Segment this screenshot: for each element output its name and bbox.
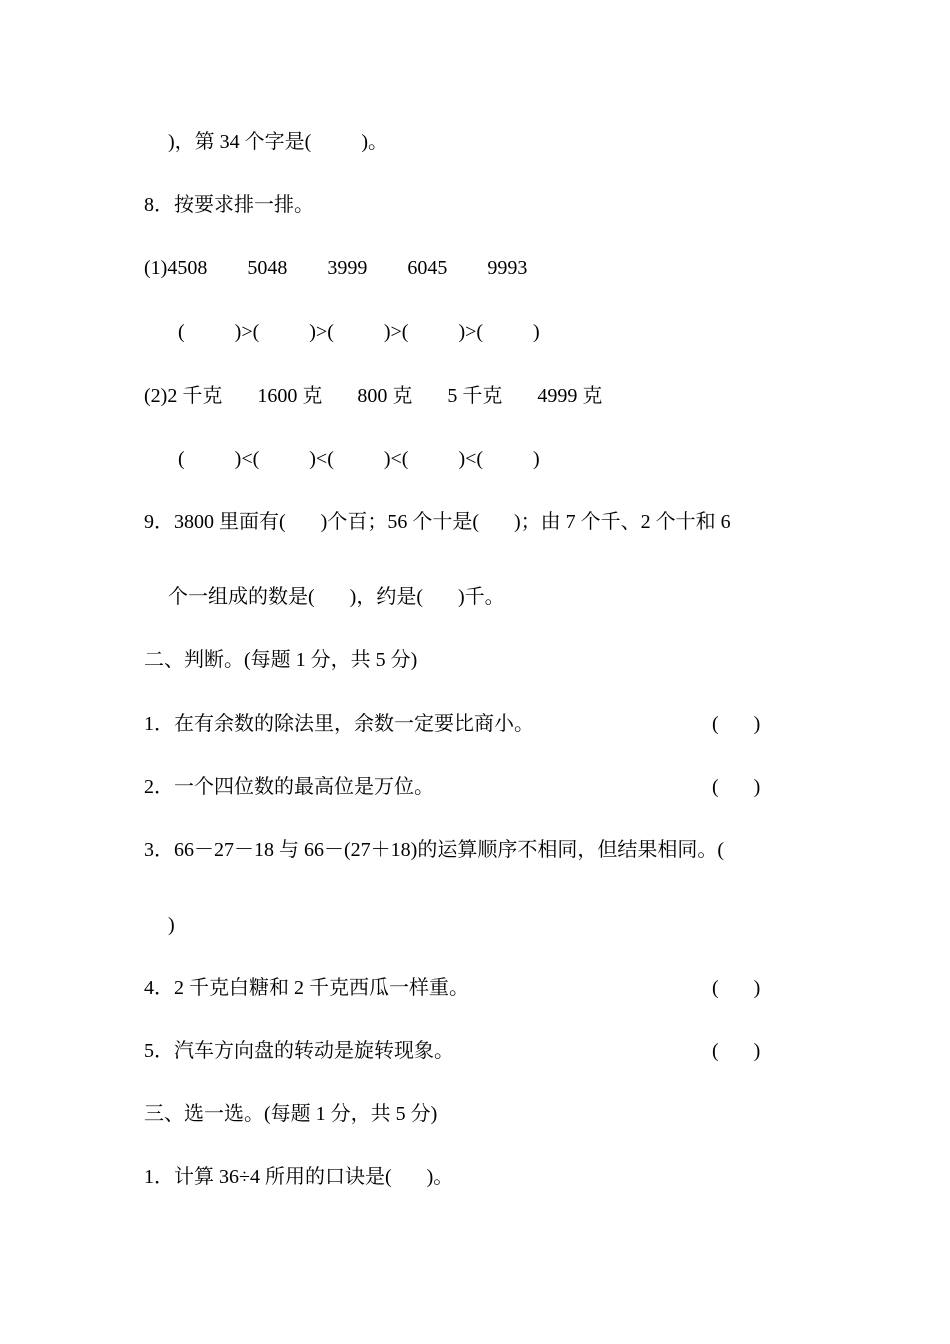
line-q7-continuation: )，第 34 个字是( )。 [168,131,388,153]
judge-question-5: 5．汽车方向盘的转动是旋转现象。 [144,1040,454,1062]
judge-question-1: 1．在有余数的除法里，余数一定要比商小。 [144,713,534,735]
question-8-part2-weights: (2)2 千克 1600 克 800 克 5 千克 4999 克 [144,385,603,407]
question-8-part1-numbers: (1)4508 5048 3999 6045 9993 [144,257,528,279]
question-9-line2: 个一组成的数是( )，约是( )千。 [168,586,505,608]
section-3-heading: 三、选一选。(每题 1 分，共 5 分) [144,1103,438,1125]
section-2-heading: 二、判断。(每题 1 分，共 5 分) [144,649,418,671]
judge-answer-1: ( ) [712,713,761,735]
judge-question-3-close: ) [168,914,175,936]
judge-question-4: 4．2 千克白糖和 2 千克西瓜一样重。 [144,977,469,999]
question-8-part1-blanks: ( )>( )>( )>( )>( ) [178,321,540,343]
judge-answer-2: ( ) [712,776,761,798]
judge-answer-4: ( ) [712,977,761,999]
question-8-part2-blanks: ( )<( )<( )<( )<( ) [178,448,540,470]
judge-question-3: 3．66－27－18 与 66－(27＋18)的运算顺序不相同，但结果相同。( [144,839,724,861]
judge-answer-5: ( ) [712,1040,761,1062]
question-8-title: 8．按要求排一排。 [144,194,314,216]
question-9-line1: 9．3800 里面有( )个百；56 个十是( )；由 7 个千、2 个十和 6 [144,511,731,533]
judge-question-2: 2．一个四位数的最高位是万位。 [144,776,434,798]
choice-question-1: 1．计算 36÷4 所用的口诀是( )。 [144,1166,454,1188]
